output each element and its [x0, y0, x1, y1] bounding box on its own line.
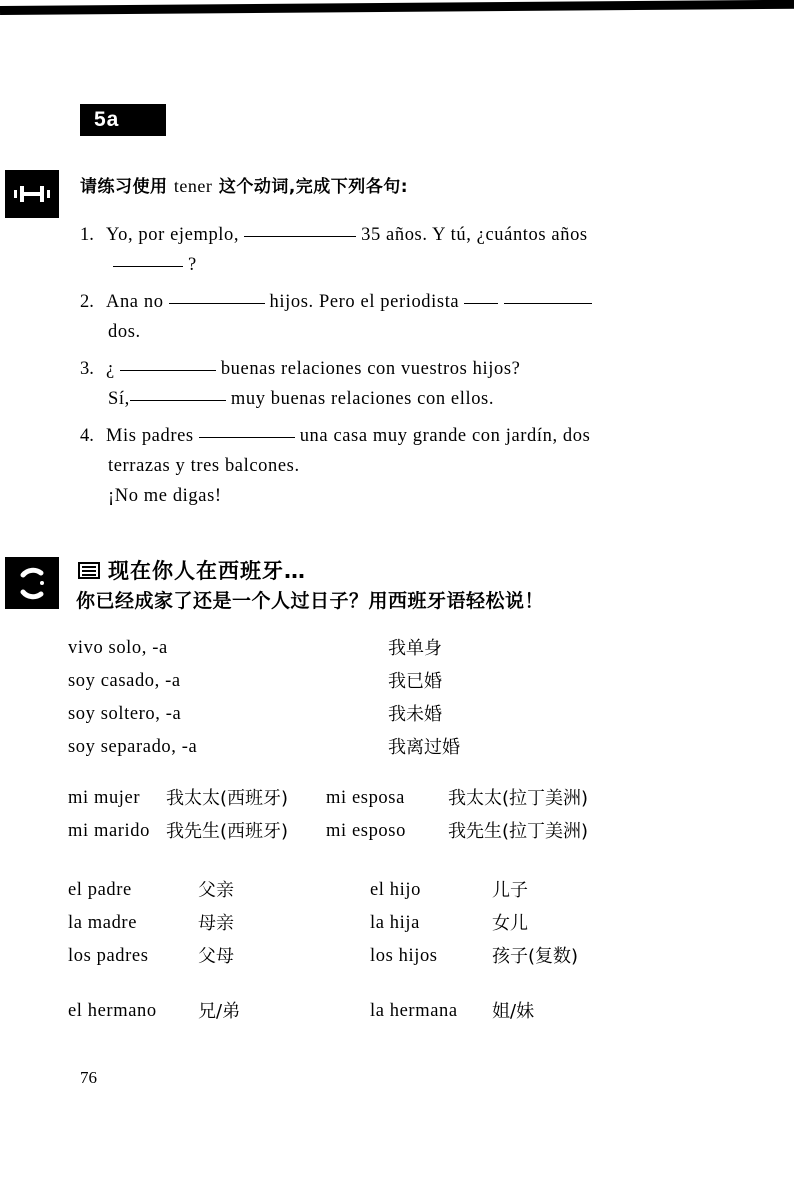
exercise-text: 35 años. Y tú, ¿cuántos años	[361, 225, 588, 245]
instruction-verb: tener	[173, 176, 213, 196]
vocab-chinese: 我先生(拉丁美洲)	[448, 821, 589, 842]
vocab-list-spouse	[68, 782, 768, 848]
vocab-list-marital-status	[68, 632, 708, 764]
vocab-chinese: 姐/妹	[492, 1001, 535, 1022]
exercise-item	[80, 220, 690, 280]
exercise-line	[106, 451, 690, 481]
exercise-list	[80, 220, 690, 518]
exercise-body	[106, 287, 690, 347]
answer-blank[interactable]	[199, 437, 295, 438]
vocab-spanish: el hermano	[68, 1001, 157, 1021]
answer-blank[interactable]	[113, 266, 183, 267]
exercise-line	[106, 481, 690, 511]
vocab-row	[68, 995, 768, 1028]
exercise-text: ?	[188, 255, 197, 275]
speech-circle-icon	[5, 557, 59, 609]
vocab-spanish: mi marido	[68, 821, 150, 841]
vocab-chinese: 女儿	[492, 913, 528, 934]
dialog-subtitle: 你已经成家了还是一个人过日子？用西班牙语轻松说！	[76, 590, 545, 612]
exercise-item	[80, 287, 690, 347]
exercise-line	[106, 384, 690, 414]
section-tag-5a	[80, 104, 166, 136]
exercise-number: 4.	[80, 426, 94, 446]
vocab-spanish: la hija	[370, 913, 420, 933]
page-number: 76	[80, 1068, 97, 1087]
exercise-text: terrazas y tres balcones.	[108, 456, 300, 476]
exercise-text: ¡No me digas!	[108, 486, 222, 506]
vocab-spanish: soy casado, -a	[68, 671, 181, 691]
exercise-text: Mis padres	[106, 426, 194, 446]
exercise-body	[106, 354, 690, 414]
vocab-list-family	[68, 874, 768, 973]
exercise-text: Yo, por ejemplo,	[106, 225, 240, 245]
vocab-chinese: 孩子(复数)	[492, 946, 579, 967]
answer-blank[interactable]	[464, 303, 498, 304]
exercise-body	[106, 220, 690, 280]
instruction-part-1: 请练习使用	[80, 177, 174, 197]
vocab-spanish: mi mujer	[68, 788, 141, 808]
exercise-text: ¿	[106, 359, 115, 379]
dialog-heading-text: 现在你人在西班牙…	[108, 559, 306, 583]
answer-blank[interactable]	[504, 303, 592, 304]
exercise-text: buenas relaciones con vuestros hijos?	[220, 359, 521, 379]
exercise-line	[106, 421, 690, 451]
exercise-text: muy buenas relaciones con ellos.	[230, 389, 495, 409]
exercise-line	[106, 250, 690, 280]
exercise-text: una casa muy grande con jardín, dos	[299, 426, 591, 446]
vocab-chinese: 父亲	[198, 880, 234, 901]
vocab-spanish: mi esposo	[326, 821, 406, 841]
vocab-row	[68, 815, 768, 848]
vocab-spanish: el padre	[68, 880, 132, 900]
vocab-chinese: 我先生(西班牙)	[166, 821, 289, 842]
vocab-row	[68, 698, 708, 731]
vocab-spanish: mi esposa	[326, 788, 405, 808]
exercise-text: dos.	[108, 322, 141, 342]
vocab-chinese: 父母	[198, 946, 234, 967]
exercise-item	[80, 421, 690, 511]
vocab-chinese: 我太太(西班牙)	[166, 788, 289, 809]
vocab-spanish: soy soltero, -a	[68, 704, 182, 724]
answer-blank[interactable]	[169, 303, 265, 304]
vocab-row	[68, 907, 768, 940]
exercise-line	[106, 220, 690, 250]
vocab-spanish: la hermana	[370, 1001, 458, 1021]
exercise-body	[106, 421, 690, 511]
vocab-chinese: 兄/弟	[198, 1001, 241, 1022]
exercise-text: Sí,	[108, 389, 130, 409]
vocab-chinese: 我未婚	[388, 704, 442, 725]
section-tag-label: 5a	[94, 108, 120, 131]
dumbbell-icon	[5, 170, 59, 218]
vocab-row	[68, 665, 708, 698]
vocab-row	[68, 940, 768, 973]
answer-blank[interactable]	[120, 370, 216, 371]
book-icon	[78, 562, 100, 579]
vocab-spanish: el hijo	[370, 880, 421, 900]
exercise-line	[106, 287, 690, 317]
answer-blank[interactable]	[130, 400, 226, 401]
dialog-section-heading	[78, 555, 306, 585]
vocab-chinese: 我已婚	[388, 671, 442, 692]
exercise-number: 1.	[80, 225, 94, 245]
exercise-line	[106, 354, 690, 384]
vocab-chinese: 我太太(拉丁美洲)	[448, 788, 589, 809]
vocab-chinese: 我离过婚	[388, 737, 460, 758]
vocab-row	[68, 874, 768, 907]
vocab-row	[68, 782, 768, 815]
exercise-number: 3.	[80, 359, 94, 379]
vocab-chinese: 儿子	[492, 880, 528, 901]
vocab-row	[68, 632, 708, 665]
vocab-spanish: soy separado, -a	[68, 737, 198, 757]
instruction-part-2: 这个动词,完成下列各句:	[212, 177, 409, 197]
exercise-number: 2.	[80, 292, 94, 312]
vocab-row	[68, 731, 708, 764]
vocab-spanish: los hijos	[370, 946, 438, 966]
exercise-text: hijos. Pero el periodista	[269, 292, 460, 312]
vocab-list-siblings	[68, 995, 768, 1028]
exercise-item	[80, 354, 690, 414]
exercise-instruction	[80, 174, 720, 199]
vocab-chinese: 我单身	[388, 638, 442, 659]
vocab-spanish: la madre	[68, 913, 137, 933]
vocab-spanish: vivo solo, -a	[68, 638, 168, 658]
answer-blank[interactable]	[244, 236, 356, 237]
exercise-line	[106, 317, 690, 347]
vocab-spanish: los padres	[68, 946, 149, 966]
exercise-text: Ana no	[106, 292, 164, 312]
vocab-chinese: 母亲	[198, 913, 234, 934]
